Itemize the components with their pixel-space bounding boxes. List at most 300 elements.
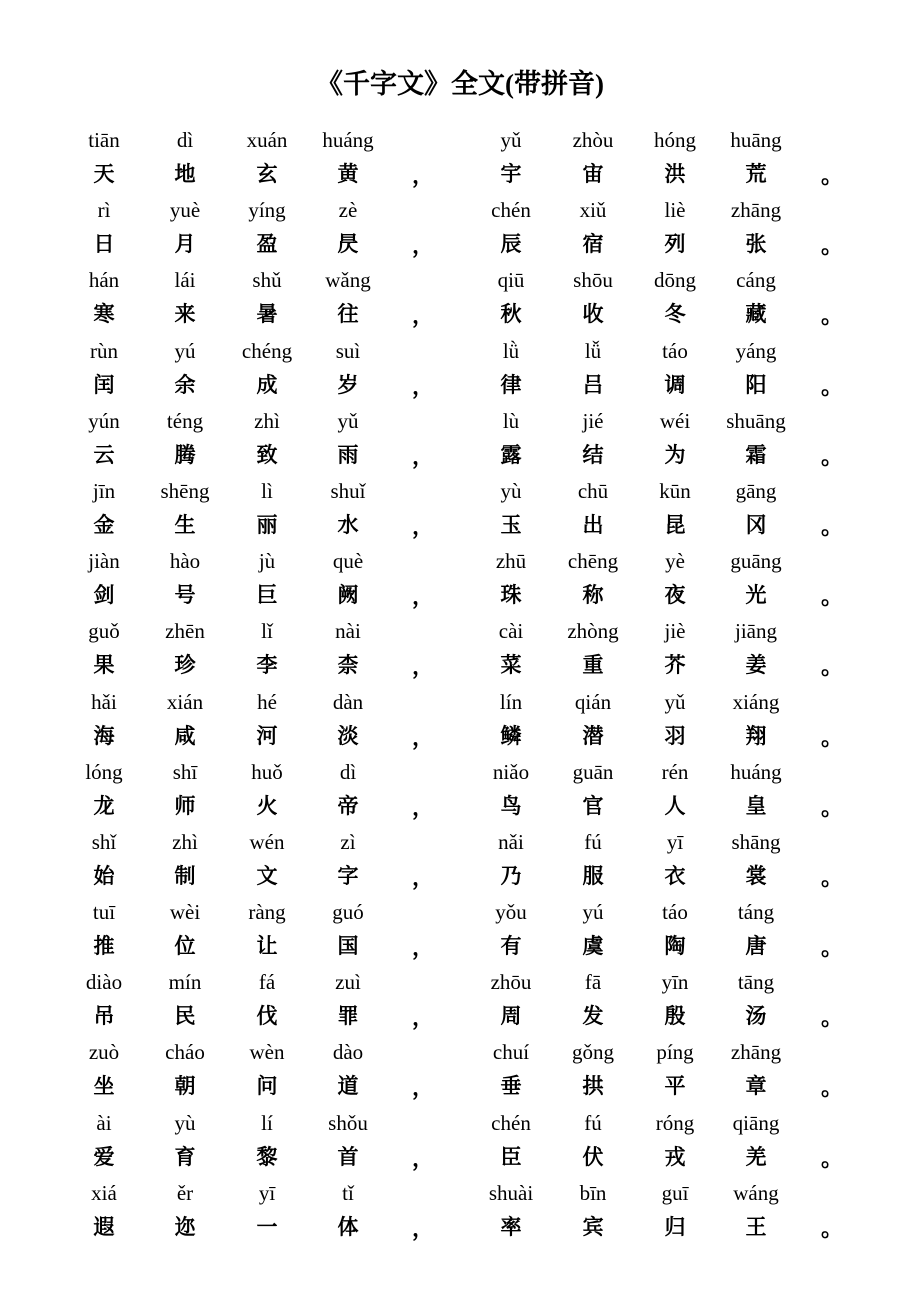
pinyin: jié: [582, 408, 604, 433]
couplet-row: [0, 123, 920, 193]
pinyin: lǜ: [502, 338, 520, 363]
pinyin: yǒu: [495, 900, 527, 925]
pinyin: rùn: [90, 338, 118, 363]
pinyin: zè: [338, 198, 358, 223]
pinyin: dì: [176, 128, 194, 152]
full-stop: 。: [820, 1005, 843, 1031]
couplet-row: [0, 193, 920, 263]
hanzi: 让: [256, 934, 278, 959]
pinyin: lù: [502, 408, 520, 433]
pinyin: yù: [500, 478, 522, 503]
pinyin: nài: [335, 619, 361, 644]
hanzi: 民: [174, 1004, 196, 1029]
hanzi: 雨: [337, 442, 359, 467]
hanzi: 列: [664, 232, 686, 257]
hanzi: 黎: [256, 1144, 278, 1169]
hanzi: 羽: [664, 723, 686, 748]
hanzi: 露: [500, 442, 522, 467]
pinyin: zhòng: [567, 619, 619, 644]
pinyin: xuán: [246, 128, 288, 152]
pinyin: lái: [174, 268, 196, 293]
pinyin: dōng: [654, 268, 696, 293]
hanzi: 岁: [337, 372, 359, 397]
pinyin: fá: [258, 970, 276, 995]
pinyin: xiáng: [732, 689, 780, 714]
pinyin: shǐ: [91, 829, 117, 854]
pinyin: yíng: [248, 198, 286, 223]
pinyin: táng: [737, 900, 775, 925]
pinyin: zuò: [88, 1040, 120, 1065]
pinyin: yáng: [735, 338, 777, 363]
pinyin: cáng: [736, 268, 776, 293]
pinyin: yú: [174, 338, 196, 363]
hanzi: 藏: [745, 302, 767, 327]
pinyin: wéi: [659, 408, 691, 433]
pinyin: qián: [574, 689, 612, 714]
pinyin: zì: [340, 829, 356, 854]
pinyin: yǔ: [337, 408, 359, 433]
pinyin: mín: [168, 970, 202, 995]
hanzi: 天: [93, 162, 115, 186]
hanzi: 伏: [582, 1144, 604, 1169]
hanzi: 云: [93, 442, 115, 467]
hanzi: 为: [664, 442, 686, 467]
pinyin: zhì: [172, 829, 198, 854]
couplet-row: [0, 895, 920, 965]
pinyin: téng: [166, 408, 204, 433]
hanzi: 生: [174, 512, 196, 537]
hanzi: 律: [500, 372, 522, 397]
hanzi: 一: [256, 1214, 278, 1239]
hanzi: 秋: [500, 302, 522, 327]
couplet-row: [0, 614, 920, 684]
full-stop: 。: [820, 1215, 843, 1241]
pinyin: shǔ: [252, 268, 282, 293]
full-stop: 。: [820, 163, 843, 188]
hanzi: 育: [174, 1144, 196, 1169]
hanzi: 辰: [500, 232, 522, 257]
pinyin: chén: [491, 198, 531, 223]
hanzi: 字: [337, 863, 359, 888]
full-stop: 。: [820, 794, 843, 820]
hanzi: 光: [745, 583, 767, 608]
pinyin: dàn: [332, 689, 364, 714]
pinyin: huáng: [730, 759, 782, 784]
hanzi: 潜: [582, 723, 604, 748]
hanzi: 羌: [745, 1144, 767, 1169]
pinyin: huāng: [730, 128, 782, 152]
pinyin: cài: [498, 619, 524, 644]
comma: ，: [411, 864, 434, 890]
comma: ，: [411, 163, 434, 188]
hanzi: 遐: [93, 1214, 115, 1239]
hanzi: 调: [664, 372, 686, 397]
hanzi: 裳: [745, 863, 767, 888]
hanzi: 师: [174, 793, 196, 818]
pinyin: liè: [664, 198, 686, 223]
couplet-list: [0, 123, 920, 1246]
hanzi: 宙: [582, 162, 604, 186]
pinyin: wèi: [169, 900, 201, 925]
pinyin: tiān: [88, 128, 120, 152]
comma: ，: [411, 1075, 434, 1101]
pinyin: dì: [339, 759, 357, 784]
pinyin: zhū: [495, 549, 527, 574]
pinyin: hào: [169, 549, 201, 574]
hanzi: 来: [174, 302, 196, 327]
pinyin: yīn: [661, 970, 689, 995]
comma: ，: [411, 233, 434, 259]
hanzi: 制: [174, 863, 196, 888]
couplet-row: [0, 685, 920, 755]
pinyin: qiū: [497, 268, 525, 293]
pinyin: niǎo: [492, 759, 530, 784]
full-stop: 。: [820, 443, 843, 469]
pinyin: yī: [258, 1180, 276, 1205]
comma: ，: [411, 1145, 434, 1171]
hanzi: 龙: [93, 793, 115, 818]
pinyin: lǐ: [261, 619, 273, 644]
pinyin: lín: [499, 689, 523, 714]
pinyin: xián: [166, 689, 204, 714]
full-stop: 。: [820, 233, 843, 259]
hanzi: 夜: [664, 583, 686, 608]
hanzi: 芥: [664, 653, 686, 678]
full-stop: 。: [820, 1075, 843, 1101]
pinyin: guī: [661, 1180, 689, 1205]
full-stop: 。: [820, 864, 843, 890]
pinyin: dào: [332, 1040, 364, 1065]
full-stop: 。: [820, 373, 843, 399]
hanzi: 月: [174, 232, 196, 257]
pinyin: chū: [577, 478, 609, 503]
pinyin: zhōu: [490, 970, 532, 995]
hanzi: 人: [664, 793, 686, 818]
full-stop: 。: [820, 584, 843, 610]
hanzi: 唐: [745, 934, 767, 959]
hanzi: 昃: [337, 232, 359, 257]
hanzi: 收: [582, 302, 604, 327]
hanzi: 爱: [93, 1144, 115, 1169]
pinyin: zhāng: [730, 1040, 782, 1065]
hanzi: 巨: [256, 583, 278, 608]
pinyin: cháo: [165, 1040, 205, 1065]
hanzi: 号: [174, 583, 196, 608]
hanzi: 张: [745, 232, 767, 257]
pinyin: lí: [261, 1110, 273, 1135]
page-title: 《千字文》全文(带拼音): [316, 69, 604, 99]
pinyin: zhòu: [572, 128, 614, 152]
comma: ，: [411, 1215, 434, 1241]
hanzi: 官: [582, 793, 604, 818]
comma: ，: [411, 654, 434, 680]
hanzi: 荒: [745, 162, 767, 186]
hanzi: 问: [256, 1074, 278, 1099]
comma: ，: [411, 1005, 434, 1031]
hanzi: 发: [582, 1004, 604, 1029]
hanzi: 乃: [500, 863, 522, 888]
pinyin: qiāng: [732, 1110, 780, 1135]
pinyin: jiàn: [88, 549, 120, 574]
hanzi: 朝: [174, 1074, 196, 1099]
hanzi: 河: [256, 723, 278, 748]
hanzi: 吊: [93, 1004, 115, 1029]
pinyin: gāng: [735, 478, 777, 503]
pinyin: jù: [258, 549, 276, 574]
hanzi: 往: [337, 302, 359, 327]
pinyin: jiāng: [735, 619, 777, 644]
hanzi: 皇: [745, 793, 767, 818]
pinyin: zhì: [254, 408, 280, 433]
pinyin: jīn: [92, 478, 116, 503]
pinyin: guǒ: [88, 619, 120, 644]
hanzi: 闰: [93, 372, 115, 397]
hanzi: 体: [337, 1214, 359, 1239]
pinyin: shuāng: [726, 408, 786, 433]
pinyin: wén: [249, 829, 285, 854]
hanzi: 玉: [500, 512, 522, 537]
pinyin: kūn: [659, 478, 691, 503]
hanzi: 臣: [500, 1144, 522, 1169]
couplet-row: [0, 965, 920, 1035]
pinyin: ài: [96, 1110, 112, 1135]
pinyin: ràng: [248, 900, 286, 925]
hanzi: 珍: [174, 653, 196, 678]
hanzi: 黄: [337, 162, 359, 186]
hanzi: 霜: [745, 442, 767, 467]
hanzi: 腾: [174, 442, 196, 467]
pinyin: guāng: [730, 549, 782, 574]
full-stop: 。: [820, 724, 843, 750]
pinyin: shuǐ: [330, 478, 366, 503]
comma: ，: [411, 303, 434, 329]
pinyin: ěr: [176, 1180, 194, 1205]
pinyin: huáng: [322, 128, 374, 152]
pinyin: fú: [584, 829, 602, 854]
hanzi: 丽: [256, 512, 278, 537]
comma: ，: [411, 794, 434, 820]
hanzi: 菜: [500, 653, 522, 678]
pinyin: tuī: [92, 900, 116, 925]
hanzi: 服: [582, 863, 604, 888]
pinyin: xiá: [91, 1180, 117, 1205]
hanzi: 虞: [582, 934, 604, 959]
pinyin: wǎng: [325, 268, 371, 293]
hanzi: 戎: [664, 1144, 686, 1169]
pinyin: róng: [655, 1110, 695, 1135]
couplet-row: [0, 1106, 920, 1176]
pinyin: nǎi: [498, 829, 524, 854]
pinyin: chén: [491, 1110, 531, 1135]
hanzi: 宇: [500, 162, 522, 186]
hanzi: 翔: [745, 723, 767, 748]
hanzi: 吕: [582, 372, 604, 397]
couplet-row: [0, 825, 920, 895]
hanzi: 冬: [664, 302, 686, 327]
pinyin: hóng: [654, 128, 696, 152]
hanzi: 海: [93, 723, 115, 748]
hanzi: 伐: [256, 1004, 278, 1029]
hanzi: 重: [582, 653, 604, 678]
hanzi: 阙: [337, 583, 359, 608]
couplet-row: [0, 1176, 920, 1246]
pinyin: zhāng: [730, 198, 782, 223]
hanzi: 道: [337, 1074, 359, 1099]
hanzi: 有: [500, 934, 522, 959]
pinyin: yún: [88, 408, 120, 433]
pinyin: guó: [332, 900, 364, 925]
couplet-row: [0, 474, 920, 544]
pinyin: táo: [662, 900, 688, 925]
hanzi: 果: [93, 653, 115, 678]
hanzi: 柰: [337, 653, 359, 678]
hanzi: 阳: [745, 372, 767, 397]
full-stop: 。: [820, 935, 843, 961]
pinyin: hán: [88, 268, 120, 293]
pinyin: tǐ: [342, 1180, 354, 1205]
pinyin: huǒ: [251, 759, 283, 784]
hanzi: 姜: [745, 653, 767, 678]
pinyin: táo: [662, 338, 688, 363]
pinyin: chēng: [567, 549, 619, 574]
hanzi: 寒: [93, 302, 115, 327]
hanzi: 衣: [664, 863, 686, 888]
hanzi: 致: [256, 442, 278, 467]
comma: ，: [411, 935, 434, 961]
hanzi: 宿: [582, 232, 604, 257]
hanzi: 剑: [93, 583, 115, 608]
hanzi: 鳞: [500, 723, 522, 748]
hanzi: 国: [337, 934, 359, 959]
pinyin: yú: [582, 900, 604, 925]
couplet-row: [0, 755, 920, 825]
hanzi: 文: [256, 863, 278, 888]
hanzi: 鸟: [500, 793, 522, 818]
pinyin: suì: [335, 338, 361, 363]
pinyin: rì: [97, 198, 111, 223]
pinyin: hé: [257, 689, 277, 714]
pinyin: jiè: [664, 619, 686, 644]
hanzi: 周: [500, 1004, 522, 1029]
couplet-row: [0, 544, 920, 614]
pinyin: yù: [174, 1110, 196, 1135]
pinyin: yī: [666, 829, 684, 854]
hanzi: 珠: [500, 583, 522, 608]
comma: ，: [411, 584, 434, 610]
hanzi: 水: [337, 512, 359, 537]
pinyin: shōu: [573, 268, 613, 293]
pinyin: tāng: [737, 970, 775, 995]
hanzi: 拱: [582, 1074, 604, 1099]
hanzi: 章: [745, 1074, 767, 1099]
pinyin: lì: [261, 478, 273, 503]
hanzi: 暑: [256, 302, 278, 327]
hanzi: 玄: [256, 162, 278, 186]
hanzi: 归: [664, 1214, 686, 1239]
pinyin: yè: [665, 549, 685, 574]
hanzi: 淡: [337, 723, 359, 748]
hanzi: 出: [582, 512, 604, 537]
pinyin: lóng: [85, 759, 123, 784]
comma: ，: [411, 513, 434, 539]
hanzi: 咸: [174, 723, 196, 748]
pinyin: fā: [584, 970, 602, 995]
hanzi: 盈: [256, 232, 278, 257]
hanzi: 昆: [664, 512, 686, 537]
pinyin: shī: [172, 759, 198, 784]
hanzi: 始: [93, 863, 115, 888]
hanzi: 平: [664, 1074, 686, 1099]
full-stop: 。: [820, 1145, 843, 1171]
couplet-row: [0, 1035, 920, 1105]
pinyin: shuài: [488, 1180, 534, 1205]
pinyin: zhēn: [165, 619, 205, 644]
pinyin: xiǔ: [579, 198, 607, 223]
hanzi: 迩: [174, 1214, 196, 1239]
pinyin: gǒng: [572, 1040, 614, 1065]
hanzi: 结: [582, 442, 604, 467]
hanzi: 殷: [664, 1004, 686, 1029]
pinyin: diào: [85, 970, 123, 995]
hanzi: 罪: [337, 1004, 359, 1029]
pinyin: shǒu: [328, 1110, 368, 1135]
hanzi: 陶: [664, 934, 686, 959]
pinyin: guān: [572, 759, 614, 784]
pinyin: chéng: [241, 338, 293, 363]
pinyin: bīn: [579, 1180, 607, 1205]
pinyin: lǚ: [584, 338, 602, 363]
pinyin: wáng: [733, 1180, 779, 1205]
pinyin: chuí: [492, 1040, 530, 1065]
comma: ，: [411, 724, 434, 750]
hanzi: 金: [93, 512, 115, 537]
hanzi: 日: [93, 232, 115, 257]
hanzi: 汤: [745, 1004, 767, 1029]
pinyin: wèn: [249, 1040, 285, 1065]
comma: ，: [411, 443, 434, 469]
comma: ，: [411, 373, 434, 399]
hanzi: 率: [500, 1214, 522, 1239]
full-stop: 。: [820, 303, 843, 329]
pinyin: yuè: [169, 198, 201, 223]
couplet-row: [0, 404, 920, 474]
pinyin: zuì: [335, 970, 361, 995]
pinyin: shēng: [160, 478, 210, 503]
hanzi: 称: [582, 583, 604, 608]
hanzi: 冈: [745, 512, 767, 537]
hanzi: 成: [256, 372, 278, 397]
pinyin: shāng: [731, 829, 781, 854]
hanzi: 帝: [337, 793, 359, 818]
hanzi: 推: [93, 934, 115, 959]
hanzi: 位: [174, 934, 196, 959]
pinyin: què: [332, 549, 364, 574]
hanzi: 垂: [500, 1074, 522, 1099]
hanzi: 王: [745, 1214, 767, 1239]
full-stop: 。: [820, 654, 843, 680]
hanzi: 李: [256, 653, 278, 678]
hanzi: 余: [174, 372, 196, 397]
pinyin: píng: [656, 1040, 694, 1065]
hanzi: 火: [256, 793, 278, 818]
hanzi: 洪: [664, 162, 686, 186]
hanzi: 坐: [93, 1074, 115, 1099]
full-stop: 。: [820, 513, 843, 539]
pinyin: yǔ: [664, 689, 686, 714]
pinyin: fú: [584, 1110, 602, 1135]
couplet-row: [0, 263, 920, 333]
hanzi: 首: [337, 1144, 359, 1169]
